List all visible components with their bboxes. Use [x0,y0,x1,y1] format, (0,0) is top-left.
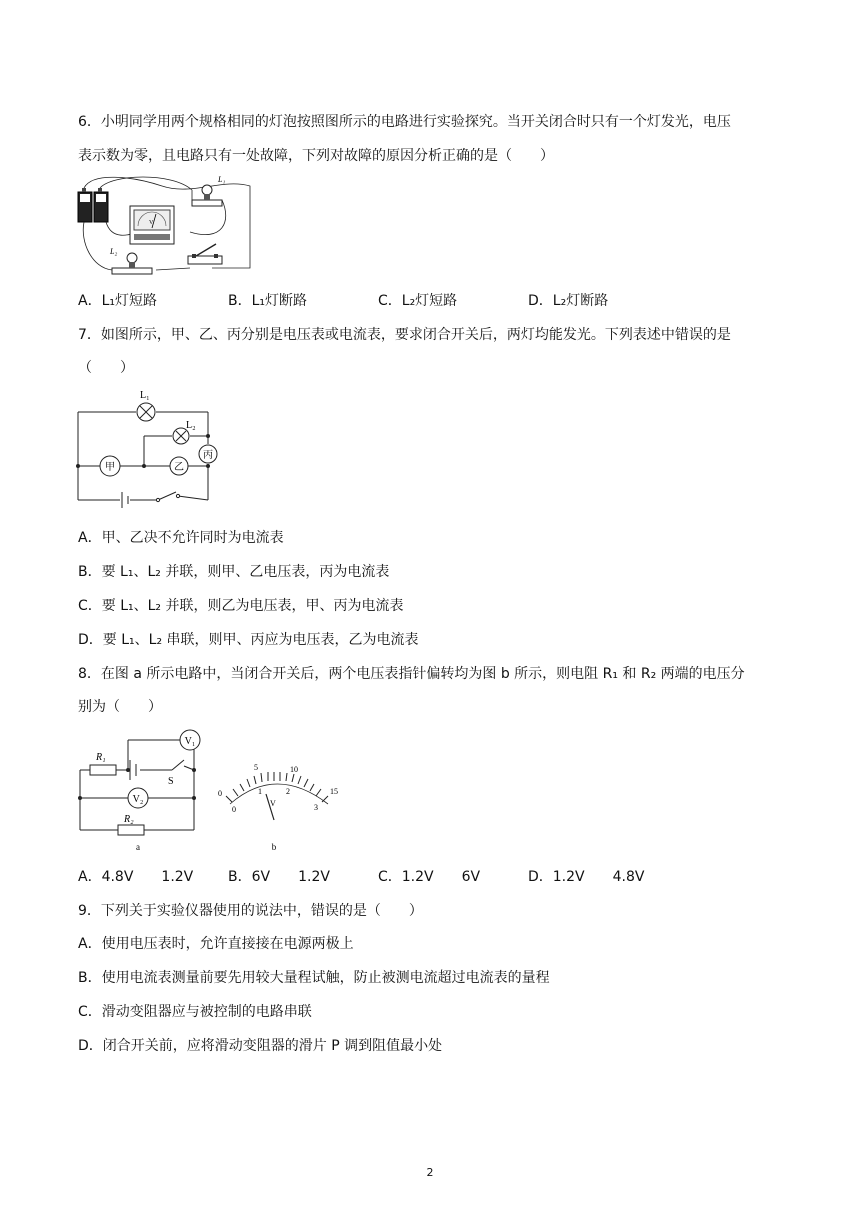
q8-b-zero-inner: 0 [232,805,236,814]
q8-label-r1: R₁ [96,752,106,763]
q8-label-r2: R₂ [124,814,134,825]
q9-option-b[interactable]: B．使用电流表测量前要先用较大量程试触，防止被测电流超过电流表的量程 [78,970,550,986]
q8-label-v1: V₁ [184,736,196,747]
q6-circuit-figure [72,172,252,286]
q6-option-a[interactable]: A．L₁灯短路 [78,293,157,309]
q7-meter-jia: 甲 [105,462,115,473]
q8-figure-b [210,758,350,854]
switch-icon [188,244,222,264]
q9-option-a[interactable]: A．使用电压表时，允许直接接在电源两极上 [78,936,354,952]
q8-option-d[interactable]: D．1.2V 4.8V [528,869,645,885]
q7-stem-line2: （ ） [78,360,134,376]
q8-label-s: S [168,776,174,787]
q7-stem-line1: 7．如图所示，甲、乙、丙分别是电压表或电流表，要求闭合开关后，两灯均能发光。下列表述中错误的是 [78,327,731,343]
q8-option-c[interactable]: C．1.2V 6V [378,869,481,885]
q6-option-d[interactable]: D．L₂灯断路 [528,293,609,309]
q8-b-outer-10: 10 [290,765,298,774]
q8-figure-a [76,728,202,854]
lamp-l2-icon [112,253,152,274]
resistor-r1-icon [90,765,116,775]
q8-options [78,867,644,887]
q7-option-a[interactable]: A．甲、乙决不允许同时为电流表 [78,530,284,546]
q7-option-d[interactable]: D．要 L₁、L₂ 串联，则甲、丙应为电压表，乙为电流表 [78,632,419,648]
q6-stem-line2: 表示数为零，且电路只有一处故障，下列对故障的原因分析正确的是（ ） [78,148,554,164]
q8-b-zero-outer: 0 [218,789,222,798]
q8-caption-b: b [271,842,277,852]
q8-caption-a: a [136,842,140,852]
q8-b-unit: V [270,799,276,808]
q6-option-b[interactable]: B．L₁灯断路 [228,293,308,309]
q9-option-d[interactable]: D．闭合开关前，应将滑动变阻器的滑片 P 调到阻值最小处 [78,1038,443,1054]
lamp-l1-icon [137,403,155,421]
q8-b-inner-1: 1 [258,787,262,796]
q8-b-inner-2: 2 [286,787,290,796]
q6-stem-line1: 6．小明同学用两个规格相同的灯泡按照图所示的电路进行实验探究。当开关闭合时只有一个灯发光，电压 [78,114,731,130]
q6-option-c[interactable]: C．L₂灯短路 [378,293,458,309]
q7-label-l1: L₁ [140,390,150,401]
page-number: 2 [426,1166,434,1179]
q6-meter-label: V [149,220,154,226]
q7-option-c[interactable]: C．要 L₁、L₂ 并联，则乙为电压表，甲、丙为电流表 [78,598,404,614]
q9-stem: 9．下列关于实验仪器使用的说法中，错误的是（ ） [78,903,423,919]
resistor-r2-icon [118,825,144,835]
q7-label-l2: L₂ [186,420,196,431]
q7-circuit-figure [74,386,224,510]
q8-b-inner-3: 3 [314,803,318,812]
q8-b-outer-15: 15 [330,787,338,796]
q8-option-b[interactable]: B．6V 1.2V [228,869,330,885]
q8-b-outer-5: 5 [254,763,258,772]
q8-option-a[interactable]: A．4.8V 1.2V [78,869,194,885]
q7-option-b[interactable]: B．要 L₁、L₂ 并联，则甲、乙电压表，丙为电流表 [78,564,390,580]
q7-meter-bing: 丙 [203,450,213,461]
q8-stem-line1: 8．在图 a 所示电路中，当闭合开关后，两个电压表指针偏转均为图 b 所示，则电阻 R₁ 和 R₂ 两端的电压分 [78,666,745,682]
q9-option-c[interactable]: C．滑动变阻器应与被控制的电路串联 [78,1004,312,1020]
q6-options [78,291,608,311]
q7-meter-yi: 乙 [174,462,184,473]
q6-label-l2: L₂ [110,247,118,256]
battery-icon [78,188,108,222]
q6-label-l1: L₁ [218,175,226,184]
q8-label-v2: V₂ [132,794,144,805]
q8-stem-line2: 别为（ ） [78,699,162,715]
